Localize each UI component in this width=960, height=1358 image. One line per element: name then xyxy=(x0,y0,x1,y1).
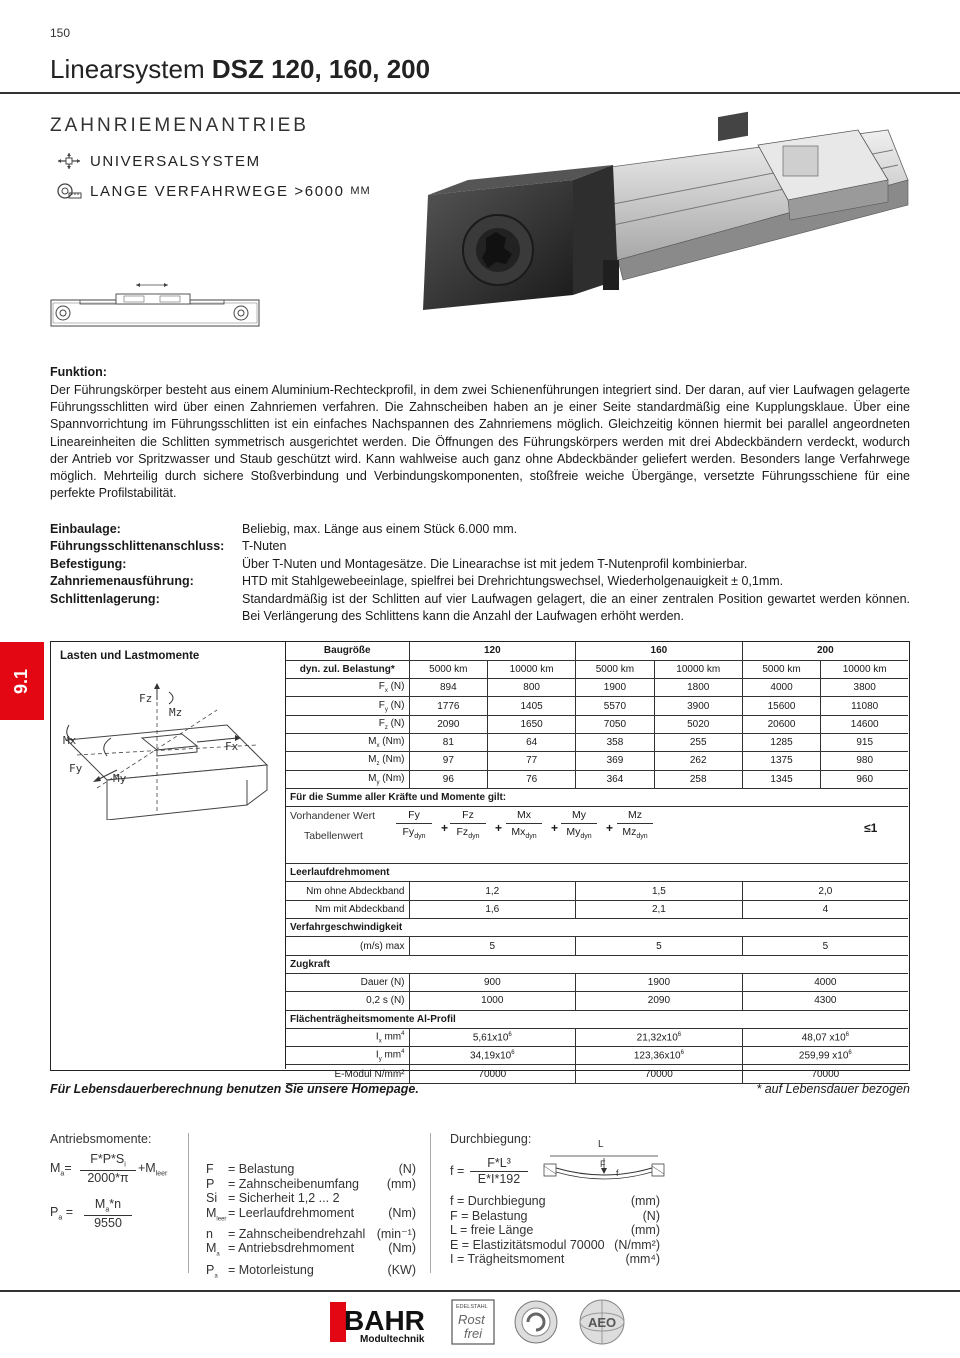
legend-item: $M_a$ = Antriebsdrehmoment (Nm) xyxy=(206,1241,416,1258)
table-row: Nm mit Abdeckband 1,6 2,1 4 xyxy=(286,900,908,918)
feature-long-travel: LANGE VERFAHRWEGE >6000 MM xyxy=(56,182,371,200)
durchbiegung-heading: Durchbiegung: xyxy=(450,1132,532,1146)
legend-item: f = Durchbiegung (mm) xyxy=(450,1194,660,1208)
legend-item: I = Trägheitsmoment (mm⁴) xyxy=(450,1252,660,1267)
footer-logos xyxy=(330,1298,635,1346)
loads-title: Lasten und Lastmomente xyxy=(60,650,200,662)
load-data-table xyxy=(286,642,908,1084)
pa-formula: $P_a$ = xyxy=(50,1205,74,1222)
table-row: $F_z$ (N) 2090 1650 7050 5020 20600 14600 xyxy=(286,715,908,733)
svg-text:frei: frei xyxy=(464,1326,483,1341)
legend-item: n = Zahnscheibendrehzahl (min⁻¹) xyxy=(206,1226,416,1241)
deflection-legend xyxy=(450,1194,660,1267)
footnote-homepage: Für Lebensdauerberechnung benutzen Sie unsere Homepage. xyxy=(50,1082,419,1096)
page-title: Linearsystem DSZ 120, 160, 200 xyxy=(50,54,431,84)
ma-fraction: $F*P*S_i$ 2000*π xyxy=(80,1152,136,1185)
deflection-lhs: f = xyxy=(450,1164,465,1178)
my-label: My xyxy=(113,772,127,785)
legend-item: $M_{leer}$ = Leerlaufdrehmoment (Nm) xyxy=(206,1205,416,1223)
certification-seal-icon xyxy=(515,1301,557,1343)
legend-item: F = Belastung (N) xyxy=(450,1208,660,1223)
plus-sign: + xyxy=(551,821,559,836)
sum-fraction: Mz $Mz_{dyn}$ xyxy=(617,809,653,840)
cross-arrows-icon xyxy=(56,152,82,170)
sum-fraction: Fz $Fz_{dyn}$ xyxy=(450,809,486,840)
calc-divider xyxy=(188,1133,189,1273)
svg-text:Rost: Rost xyxy=(458,1312,485,1327)
chapter-tab: 9.1 xyxy=(0,642,44,720)
table-row: (m/s) max 5 5 5 xyxy=(286,937,908,955)
svg-text:Modultechnik: Modultechnik xyxy=(360,1334,425,1345)
table-row: Nm ohne Abdeckband 1,2 1,5 2,0 xyxy=(286,882,908,900)
table-row: $M_y$ (Nm) 96 76 364 258 1345 960 xyxy=(286,770,908,788)
svg-text:AEO: AEO xyxy=(588,1315,617,1330)
fz-label: Fz xyxy=(139,692,153,705)
function-heading: Funktion: xyxy=(50,365,107,379)
table-row: E-Modul N/mm² 70000 70000 70000 xyxy=(286,1065,908,1083)
mz-label: Mz xyxy=(169,706,183,719)
spec-list xyxy=(50,521,910,625)
aeo-logo xyxy=(580,1300,624,1344)
spec-row: Schlittenlagerung: Standardmäßig ist der Schlitten auf vier Laufwagen gelagert, die an einer zentralen Position gewartet werden können. Bei Verlängerung des Schlittens kann die Anzahl der Laufwagen erhöht werden. xyxy=(50,591,910,624)
drive-legend xyxy=(206,1162,416,1284)
sum-formula: Vorhandener Wert Tabellenwert Fy $Fy_{dyn}$ + Fz $Fz_{dyn}$ + Mx $Mx_{dyn}$ + My $My_{dyn}$ + Mz $Mz_{dyn}$ ≤1 xyxy=(290,809,878,843)
table-section-heading: Flächenträgheitsmomente Al-Profil xyxy=(286,1010,908,1028)
product-image xyxy=(418,110,913,325)
table-row: 0,2 s (N) 1000 2090 4300 xyxy=(286,992,908,1010)
antrieb-heading: Antriebsmomente: xyxy=(50,1132,152,1146)
sum-fraction: Fy $Fy_{dyn}$ xyxy=(396,809,432,840)
legend-item: P = Zahnscheibenumfang (mm) xyxy=(206,1176,416,1191)
table-section-heading: Zugkraft xyxy=(286,955,908,973)
table-row: Dauer (N) 900 1900 4000 xyxy=(286,973,908,991)
ma-plus: $+M_{leer}$ xyxy=(138,1161,168,1178)
mx-label: Mx xyxy=(63,734,77,747)
svg-text:f: f xyxy=(616,1168,619,1178)
table-row: Baugröße 120 160 200 xyxy=(286,642,908,660)
plus-sign: + xyxy=(441,821,449,836)
legend-item: $P_a$ = Motorleistung (KW) xyxy=(206,1262,416,1280)
tape-measure-icon xyxy=(56,182,82,200)
legend-item: F = Belastung (N) xyxy=(206,1162,416,1176)
legend-item: E = Elastizitätsmodul 70000 (N/mm²) xyxy=(450,1237,660,1252)
table-row: $F_y$ (N) 1776 1405 5570 3900 15600 11080 xyxy=(286,697,908,715)
section-title: ZAHNRIEMENANTRIEB xyxy=(50,115,309,136)
table-row: $I_y$ $mm^4$ $34,19x10^6$ $123,36x10^6$ 259,99 $x10^6$ xyxy=(286,1047,908,1065)
spec-row: Einbaulage: Beliebig, max. Länge aus einem Stück 6.000 mm. xyxy=(50,522,518,536)
svg-text:BAHR: BAHR xyxy=(344,1305,425,1336)
loads-diagram xyxy=(57,680,279,820)
table-section-heading: Leerlaufdrehmoment xyxy=(286,864,908,882)
fy-label: Fy xyxy=(69,762,83,775)
plus-sign: + xyxy=(495,821,503,836)
legend-item: L = freie Länge (mm) xyxy=(450,1223,660,1238)
legend-item: Si = Sicherheit 1,2 ... 2 xyxy=(206,1191,340,1206)
table-row: dyn. zul. Belastung* 5000 km 10000 km 5000 km 10000 km 5000 km 10000 km xyxy=(286,660,908,678)
deflection-fraction: F*L³ E*I*192 xyxy=(470,1156,528,1186)
bahr-logo xyxy=(330,1302,425,1345)
feature-universal: UNIVERSALSYSTEM xyxy=(56,152,261,170)
table-row: Für die Summe aller Kräfte und Momente gilt: xyxy=(286,788,908,806)
spec-row: Führungsschlittenanschluss: T-Nuten xyxy=(50,539,287,554)
svg-text:F: F xyxy=(600,1159,606,1169)
spec-row: Zahnriemenausführung: HTD mit Stahlgewebeeinlage, spielfrei bei Drehrichtungswechsel, Wiederholgenauigkeit ± 0,1mm. xyxy=(50,574,784,589)
plus-sign: + xyxy=(606,821,614,836)
sum-result: ≤1 xyxy=(864,821,878,836)
loads-panel xyxy=(51,642,286,1069)
pa-fraction: $M_a*n$ 9550 xyxy=(84,1197,132,1230)
rostfrei-logo xyxy=(452,1300,494,1344)
system-schematic xyxy=(50,282,260,332)
svg-text:L: L xyxy=(598,1139,604,1150)
table-section-heading: Verfahrgeschwindigkeit xyxy=(286,919,908,937)
svg-text:EDELSTAHL: EDELSTAHL xyxy=(456,1304,488,1310)
table-row: $I_x$ $mm^4$ $5,61x10^6$ $21,32x10^6$ 48,07 $x10^6$ xyxy=(286,1028,908,1046)
page-number: 150 xyxy=(50,26,71,40)
table-row: $M_x$ (Nm) 81 64 358 255 1285 915 xyxy=(286,733,908,751)
table-row xyxy=(286,807,908,864)
load-table-box xyxy=(50,641,910,1080)
table-row: $F_x$ (N) 894 800 1900 1800 4000 3800 xyxy=(286,679,908,697)
table-row: $M_z$ (Nm) 97 77 369 262 1375 980 xyxy=(286,752,908,770)
function-text: Der Führungskörper besteht aus einem Aluminium-Rechteckprofil, in dem zwei Schienenführungen integriert sind. Der daran, auf vier Laufwagen gelagerte Führungsschlitten wird über einen Zahnriemen verfahren. Die Zahnscheiben haben an je einer Seite standardmäßig eine Kupplungsklaue. Über eine Spannvorrichtung im Führungsschlitten ist ein einfaches Nachspannen des Zahnriemens möglich. Gleichzeitig können hiermit bei parallel angeordneten Lineareinheiten die Schlitten symmetrisch ausgerichtet werden. Die Öffnungen des Führungskörpers werden mit drei Abdeckbändern verdeckt, wodurch der Antrieb vor Spritzwasser und Staub geschützt wird. Kann wahlweise auch ganz ohne Abdeckbänder geliefert werden. Besonders lange Verfahrwege möglich. Mehrteilig durch sichere Stoßverbindung und Verbindungskomponenten, stoßfreie weiche Übergänge, versetzte Führungsschiene für eine perfekte Profilstabilität. xyxy=(50,383,910,501)
ma-formula: $M_a=$ xyxy=(50,1161,72,1178)
sum-fraction: My $My_{dyn}$ xyxy=(561,809,597,840)
sum-fraction: Mx $Mx_{dyn}$ xyxy=(506,809,542,840)
title-divider xyxy=(0,92,960,94)
spec-row: Befestigung: Über T-Nuten und Montagesätze. Die Linearachse ist mit jedem T-Nutenprofil kombinierbar. xyxy=(50,556,748,571)
deflection-diagram xyxy=(540,1136,665,1184)
footnote-lifetime: * auf Lebensdauer bezogen xyxy=(756,1082,910,1096)
footer-divider xyxy=(0,1290,960,1292)
calc-divider xyxy=(430,1133,431,1273)
fx-label: Fx xyxy=(225,740,239,753)
